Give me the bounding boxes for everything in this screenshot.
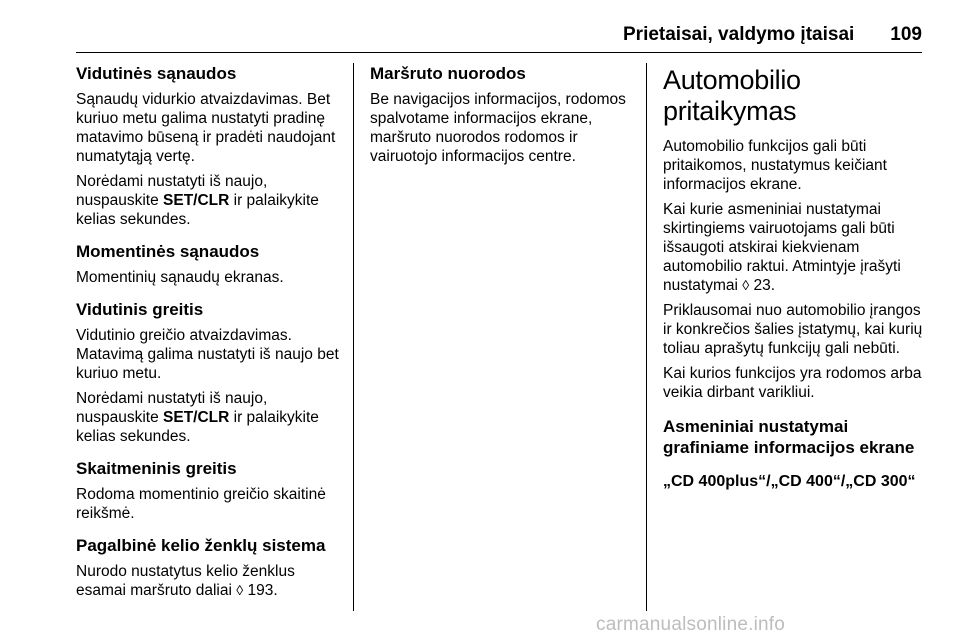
column-2 [370,63,634,178]
header-title: Prietaisai, valdymo įtaisai [623,24,855,45]
paragraph: Priklausomai nuo automobilio įrangos ir konkrečios šalies įstatymų, kai kurių toliau aprašytų funkcijų gali nebūti. [663,302,923,357]
paragraph: Vidutinio greičio atvaizdavimas. Matavimą galima nustatyti iš naujo bet kuriuo metu. [76,327,339,382]
text: Norėdami nustatyti iš naujo, nuspauskite [76,390,268,426]
column-1 [76,63,344,612]
page-header [76,24,922,46]
paragraph: Be navigacijos informacijos, rodomos spalvotame informacijos ekrane, maršruto nuorodos rodomos ir vairuotojo informacijos centre. [370,91,626,165]
section-traffic-sign-assistant [76,535,344,600]
paragraph: Automobilio funkcijos gali būti pritaikomos, nustatymus keičiant informacijos ekrane. [663,138,887,193]
watermark: carmanualsonline.info [596,614,786,635]
paragraph: Rodoma momentinio greičio skaitinė reikšmė. [76,486,326,522]
column-divider-left [353,63,354,611]
page-reference-icon: ◊ [742,277,750,293]
text: Norėdami nustatyti iš naujo, nuspauskite [76,173,268,209]
paragraph: Kai kurios funkcijos yra rodomos arba veikia dirbant varikliui. [663,365,922,401]
page-number: 109 [890,24,922,45]
text: ir palaikykite kelias sekundes. [76,409,319,445]
key-label: SET/CLR [163,409,230,426]
column-divider-right [646,63,647,611]
section-average-consumption [76,63,344,229]
page-reference-icon: ◊ [236,582,244,598]
paragraph: Sąnaudų vidurkio atvaizdavimas. Bet kuriuo metu galima nustatyti pradinę matavimo būseną ir pradėti naudojant numatytąją vertę. [76,91,336,165]
paragraph [76,562,344,600]
section-heading: Vidutinės sąnaudos [76,64,237,83]
text: Nurodo nustatytus kelio ženklus esamai maršruto daliai [76,563,295,599]
section-route-guidance [370,63,634,166]
header-rule [76,52,922,53]
paragraph [76,172,344,229]
page-reference-link[interactable]: 23. [753,277,776,294]
section-heading: Skaitmeninis greitis [76,459,237,478]
column-3 [663,63,928,491]
paragraph: Momentinių sąnaudų ekranas. [76,269,284,286]
section-heading: Vidutinis greitis [76,300,204,319]
text: Kai kurie asmeniniai nustatymai skirtingiems vairuotojams gali būti išsaugoti atskirai kiekvienam automobilio raktui. Atmintyje įrašyti nustatymai [663,201,901,294]
paragraph [663,200,928,295]
section-heading: Maršruto nuorodos [370,64,526,83]
section-heading: Momentinės sąnaudos [76,242,260,261]
sub-heading: Asmeniniai nustatymai grafiniame informacijos ekrane [663,417,915,457]
section-heading: Pagalbinė kelio ženklų sistema [76,536,326,555]
key-label: SET/CLR [163,192,230,209]
sub-sub-heading: „CD 400plus“/„CD 400“/„CD 300“ [663,473,916,490]
chapter-title: Automobilio pritaikymas [663,65,801,126]
section-instant-consumption [76,241,344,287]
section-average-speed [76,299,344,446]
text: ir palaikykite kelias sekundes. [76,192,319,228]
section-digital-speed [76,458,344,523]
page-reference-link[interactable]: 193. [247,582,278,599]
paragraph [76,389,344,446]
